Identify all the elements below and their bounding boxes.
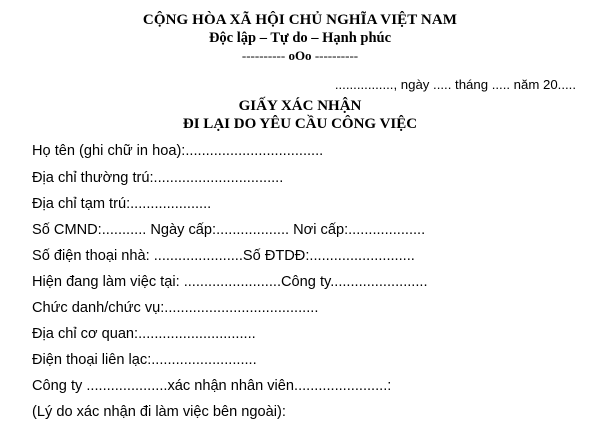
header-separator xyxy=(0,48,600,64)
field-id-card[interactable]: Số CMND:........... Ngày cấp:.................. Nơi cấp:................... xyxy=(32,222,426,238)
field-contact-phone[interactable]: Điện thoại liên lạc:.......................... xyxy=(32,352,257,368)
nation-heading: CỘNG HÒA XÃ HỘI CHỦ NGHĨA VIỆT NAM xyxy=(142,12,458,28)
motto-heading: Độc lập – Tự do – Hạnh phúc xyxy=(208,30,392,46)
field-full-name[interactable]: Họ tên (ghi chữ in hoa):.................................. xyxy=(32,143,324,159)
field-temporary-address[interactable]: Địa chỉ tạm trú:.................... xyxy=(32,196,212,212)
field-permanent-address[interactable]: Địa chỉ thường trú:................................ xyxy=(32,170,284,186)
separator-left: ---------- xyxy=(241,48,289,63)
field-company-confirmation[interactable]: Công ty ....................xác nhận nhân viên.......................: xyxy=(32,378,392,394)
date-line: ................, ngày ..... tháng ..... năm 20..... xyxy=(334,77,576,92)
separator-right: ---------- xyxy=(311,48,359,63)
field-reason-label: (Lý do xác nhận đi làm việc bên ngoài): xyxy=(32,404,286,420)
field-office-address[interactable]: Địa chỉ cơ quan:............................. xyxy=(32,326,256,342)
field-workplace[interactable]: Hiện đang làm việc tại: ........................Công ty........................ xyxy=(32,274,428,290)
document-subtitle: ĐI LẠI DO YÊU CẦU CÔNG VIỆC xyxy=(182,116,418,132)
document-title: GIẤY XÁC NHẬN xyxy=(238,98,362,114)
separator-ooo: oOo xyxy=(288,48,312,63)
field-position[interactable]: Chức danh/chức vụ:...................................... xyxy=(32,300,319,316)
field-phone-numbers[interactable]: Số điện thoại nhà: ......................Số ĐTDĐ:.......................... xyxy=(32,248,415,264)
